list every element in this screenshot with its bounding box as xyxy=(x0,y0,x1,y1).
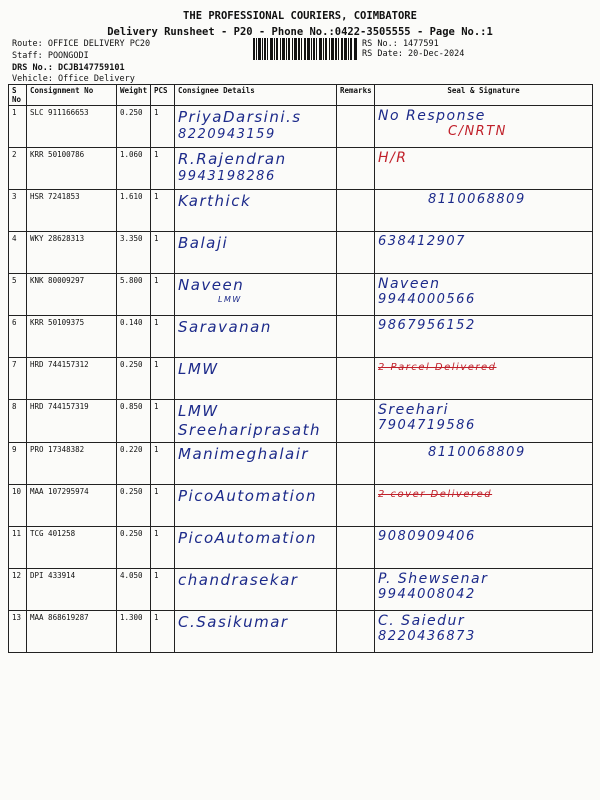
remarks-cell xyxy=(337,611,375,653)
consignee-cell xyxy=(175,316,337,358)
weight-value: 1.610 xyxy=(120,192,143,201)
consignee-cell xyxy=(175,400,337,443)
pcs-value: 1 xyxy=(154,571,159,580)
consignee-phone: LMW xyxy=(218,295,242,304)
sno: 12 xyxy=(12,571,22,580)
runsheet-subtitle: Delivery Runsheet - P20 - Phone No.:0422-3505555 - Page No.:1 xyxy=(107,26,493,38)
consignment-cell xyxy=(27,190,117,232)
company-title: THE PROFESSIONAL COURIERS, COIMBATORE xyxy=(183,10,417,22)
sno: 8 xyxy=(12,402,17,411)
vehicle-label: Vehicle: Office Delivery xyxy=(12,74,135,84)
consignment-cell xyxy=(27,274,117,316)
seal-phone: 7904719586 xyxy=(378,418,476,433)
table-row xyxy=(9,190,593,232)
consignment-cell xyxy=(27,611,117,653)
consignee-name: C.Sasikumar xyxy=(178,613,289,631)
table-header-row xyxy=(9,85,593,106)
col-header-seal: Seal & Signature xyxy=(375,85,593,106)
consignment-cell xyxy=(27,527,117,569)
consignment-cell xyxy=(27,232,117,274)
pcs-value: 1 xyxy=(154,445,159,454)
sno: 4 xyxy=(12,234,17,243)
consignee-phone: Sreehariprasath xyxy=(178,421,321,439)
weight-value: 0.850 xyxy=(120,402,143,411)
remarks-cell xyxy=(337,190,375,232)
pcs-value: 1 xyxy=(154,487,159,496)
seal-cell xyxy=(375,611,593,653)
seal-cell xyxy=(375,316,593,358)
sno-cell xyxy=(9,569,27,611)
seal-signature-text: No Response xyxy=(378,108,486,124)
consignment-number: HSR 7241853 xyxy=(30,192,80,201)
consignee-cell xyxy=(175,274,337,316)
sno-cell xyxy=(9,400,27,443)
sno-cell xyxy=(9,148,27,190)
weight-cell xyxy=(117,106,151,148)
seal-cell xyxy=(375,232,593,274)
staff-label: Staff: POONGODI xyxy=(12,51,89,61)
consignee-cell xyxy=(175,358,337,400)
consignment-number: DPI 433914 xyxy=(30,571,76,580)
consignment-number: MAA 107295974 xyxy=(30,487,89,496)
weight-cell xyxy=(117,190,151,232)
consignee-phone: 8220943159 xyxy=(178,127,276,142)
pcs-value: 1 xyxy=(154,276,159,285)
col-header-consignment: Consignment No xyxy=(27,85,117,106)
consignee-name: chandrasekar xyxy=(178,571,299,589)
consignee-cell xyxy=(175,232,337,274)
table-row xyxy=(9,611,593,653)
weight-value: 0.250 xyxy=(120,360,143,369)
sno-cell xyxy=(9,106,27,148)
col-header-weight: Weight xyxy=(117,85,151,106)
remarks-cell xyxy=(337,316,375,358)
consignment-cell xyxy=(27,358,117,400)
seal-phone: 8110068809 xyxy=(428,445,526,460)
sno-cell xyxy=(9,611,27,653)
rs-number: RS No.: 1477591 xyxy=(362,39,439,49)
consignee-name: PriyaDarsini.s xyxy=(178,108,302,126)
consignee-cell xyxy=(175,527,337,569)
remarks-cell xyxy=(337,527,375,569)
pcs-cell xyxy=(151,190,175,232)
weight-cell xyxy=(117,527,151,569)
pcs-cell xyxy=(151,106,175,148)
table-row xyxy=(9,443,593,485)
sno-cell xyxy=(9,316,27,358)
pcs-value: 1 xyxy=(154,402,159,411)
sno-cell xyxy=(9,232,27,274)
sno: 13 xyxy=(12,613,22,622)
pcs-cell xyxy=(151,485,175,527)
seal-signature-text: 2 Parcel Delivered xyxy=(378,362,497,373)
seal-signature-text: H/R xyxy=(378,150,408,166)
pcs-cell xyxy=(151,611,175,653)
consignee-name: LMW xyxy=(178,402,219,420)
weight-cell xyxy=(117,400,151,443)
consignee-name: Saravanan xyxy=(178,318,272,336)
consignment-cell xyxy=(27,400,117,443)
consignee-name: PicoAutomation xyxy=(178,529,318,547)
consignment-number: HRD 744157312 xyxy=(30,360,89,369)
pcs-value: 1 xyxy=(154,360,159,369)
sno: 7 xyxy=(12,360,17,369)
weight-value: 3.350 xyxy=(120,234,143,243)
seal-signature-text: Sreehari xyxy=(378,402,449,418)
seal-phone: 9080909406 xyxy=(378,529,476,544)
consignee-cell xyxy=(175,569,337,611)
weight-cell xyxy=(117,443,151,485)
consignee-name: PicoAutomation xyxy=(178,487,318,505)
pcs-value: 1 xyxy=(154,192,159,201)
table-row xyxy=(9,569,593,611)
seal-cell xyxy=(375,569,593,611)
seal-phone: 8220436873 xyxy=(378,629,476,644)
consignee-phone: 9943198286 xyxy=(178,169,276,184)
sno: 11 xyxy=(12,529,22,538)
weight-value: 0.250 xyxy=(120,487,143,496)
col-header-pcs: PCS xyxy=(151,85,175,106)
consignee-name: R.Rajendran xyxy=(178,150,287,168)
pcs-cell xyxy=(151,274,175,316)
seal-signature-text: P. Shewsenar xyxy=(378,571,489,587)
remarks-cell xyxy=(337,148,375,190)
weight-value: 0.220 xyxy=(120,445,143,454)
consignment-number: KNK 80009297 xyxy=(30,276,85,285)
consignment-cell xyxy=(27,148,117,190)
remarks-cell xyxy=(337,443,375,485)
seal-cell xyxy=(375,485,593,527)
seal-cell xyxy=(375,148,593,190)
consignee-cell xyxy=(175,106,337,148)
sno-cell xyxy=(9,274,27,316)
sno: 2 xyxy=(12,150,17,159)
sno: 6 xyxy=(12,318,17,327)
consignment-number: HRD 744157319 xyxy=(30,402,89,411)
col-header-sno: S No xyxy=(9,85,27,106)
consignment-number: MAA 868619287 xyxy=(30,613,89,622)
seal-signature-text: C. Saiedur xyxy=(378,613,466,629)
consignee-name: Manimeghalair xyxy=(178,445,310,463)
pcs-cell xyxy=(151,400,175,443)
consignment-number: SLC 911166653 xyxy=(30,108,89,117)
consignment-number: WKY 28628313 xyxy=(30,234,85,243)
remarks-cell xyxy=(337,232,375,274)
weight-cell xyxy=(117,232,151,274)
pcs-value: 1 xyxy=(154,150,159,159)
weight-cell xyxy=(117,611,151,653)
barcode xyxy=(253,38,357,60)
pcs-cell xyxy=(151,443,175,485)
remarks-cell xyxy=(337,400,375,443)
consignee-cell xyxy=(175,443,337,485)
rs-date: RS Date: 20-Dec-2024 xyxy=(362,49,465,59)
seal-cell xyxy=(375,527,593,569)
weight-cell xyxy=(117,358,151,400)
consignment-number: PRO 17348382 xyxy=(30,445,85,454)
consignment-number: KRR 50109375 xyxy=(30,318,85,327)
seal-cell xyxy=(375,400,593,443)
pcs-cell xyxy=(151,148,175,190)
col-header-remarks: Remarks xyxy=(337,85,375,106)
sno: 10 xyxy=(12,487,22,496)
pcs-cell xyxy=(151,527,175,569)
consignee-name: Balaji xyxy=(178,234,229,252)
pcs-value: 1 xyxy=(154,234,159,243)
seal-phone: 9944008042 xyxy=(378,587,476,602)
drs-number: DRS No.: DCJB147759101 xyxy=(12,63,125,73)
pcs-value: 1 xyxy=(154,108,159,117)
seal-cell xyxy=(375,106,593,148)
weight-value: 0.250 xyxy=(120,108,143,117)
remarks-cell xyxy=(337,358,375,400)
col-header-consignee: Consignee Details xyxy=(175,85,337,106)
sno-cell xyxy=(9,485,27,527)
remarks-cell xyxy=(337,274,375,316)
weight-value: 1.060 xyxy=(120,150,143,159)
table-row xyxy=(9,316,593,358)
table-row xyxy=(9,232,593,274)
table-row xyxy=(9,274,593,316)
seal-phone: 8110068809 xyxy=(428,192,526,207)
remarks-cell xyxy=(337,106,375,148)
weight-value: 5.800 xyxy=(120,276,143,285)
sno: 1 xyxy=(12,108,17,117)
weight-value: 0.140 xyxy=(120,318,143,327)
consignee-name: Naveen xyxy=(178,276,245,294)
sno: 9 xyxy=(12,445,17,454)
consignee-cell xyxy=(175,485,337,527)
consignment-cell xyxy=(27,485,117,527)
consignment-cell xyxy=(27,316,117,358)
seal-cell xyxy=(375,358,593,400)
seal-signature-text: 2 cover Delivered xyxy=(378,489,493,500)
consignment-number: TCG 401258 xyxy=(30,529,76,538)
sno: 5 xyxy=(12,276,17,285)
seal-signature-text: Naveen xyxy=(378,276,441,292)
weight-cell xyxy=(117,148,151,190)
sno-cell xyxy=(9,443,27,485)
consignment-cell xyxy=(27,443,117,485)
table-row xyxy=(9,527,593,569)
seal-phone: 9944000566 xyxy=(378,292,476,307)
table-row xyxy=(9,148,593,190)
consignment-cell xyxy=(27,106,117,148)
route-label: Route: OFFICE DELIVERY PC20 xyxy=(12,39,151,49)
pcs-cell xyxy=(151,232,175,274)
weight-cell xyxy=(117,316,151,358)
consignee-cell xyxy=(175,190,337,232)
remarks-cell xyxy=(337,485,375,527)
consignee-name: LMW xyxy=(178,360,219,378)
pcs-cell xyxy=(151,569,175,611)
weight-cell xyxy=(117,274,151,316)
table-row xyxy=(9,106,593,148)
pcs-value: 1 xyxy=(154,613,159,622)
consignment-number: KRR 50100786 xyxy=(30,150,85,159)
consignee-cell xyxy=(175,148,337,190)
consignee-name: Karthick xyxy=(178,192,252,210)
sno-cell xyxy=(9,190,27,232)
seal-phone: C/NRTN xyxy=(448,124,507,139)
sno-cell xyxy=(9,358,27,400)
weight-cell xyxy=(117,569,151,611)
sno: 3 xyxy=(12,192,17,201)
sno-cell xyxy=(9,527,27,569)
weight-value: 4.050 xyxy=(120,571,143,580)
pcs-cell xyxy=(151,316,175,358)
seal-phone: 9867956152 xyxy=(378,318,476,333)
weight-cell xyxy=(117,485,151,527)
table-row xyxy=(9,485,593,527)
seal-cell xyxy=(375,190,593,232)
remarks-cell xyxy=(337,569,375,611)
seal-phone: 638412907 xyxy=(378,234,466,249)
table-row xyxy=(9,400,593,443)
seal-cell xyxy=(375,274,593,316)
consignee-cell xyxy=(175,611,337,653)
pcs-value: 1 xyxy=(154,529,159,538)
table-row xyxy=(9,358,593,400)
runsheet-table xyxy=(8,84,593,653)
pcs-cell xyxy=(151,358,175,400)
pcs-value: 1 xyxy=(154,318,159,327)
weight-value: 1.300 xyxy=(120,613,143,622)
weight-value: 0.250 xyxy=(120,529,143,538)
consignment-cell xyxy=(27,569,117,611)
seal-cell xyxy=(375,443,593,485)
